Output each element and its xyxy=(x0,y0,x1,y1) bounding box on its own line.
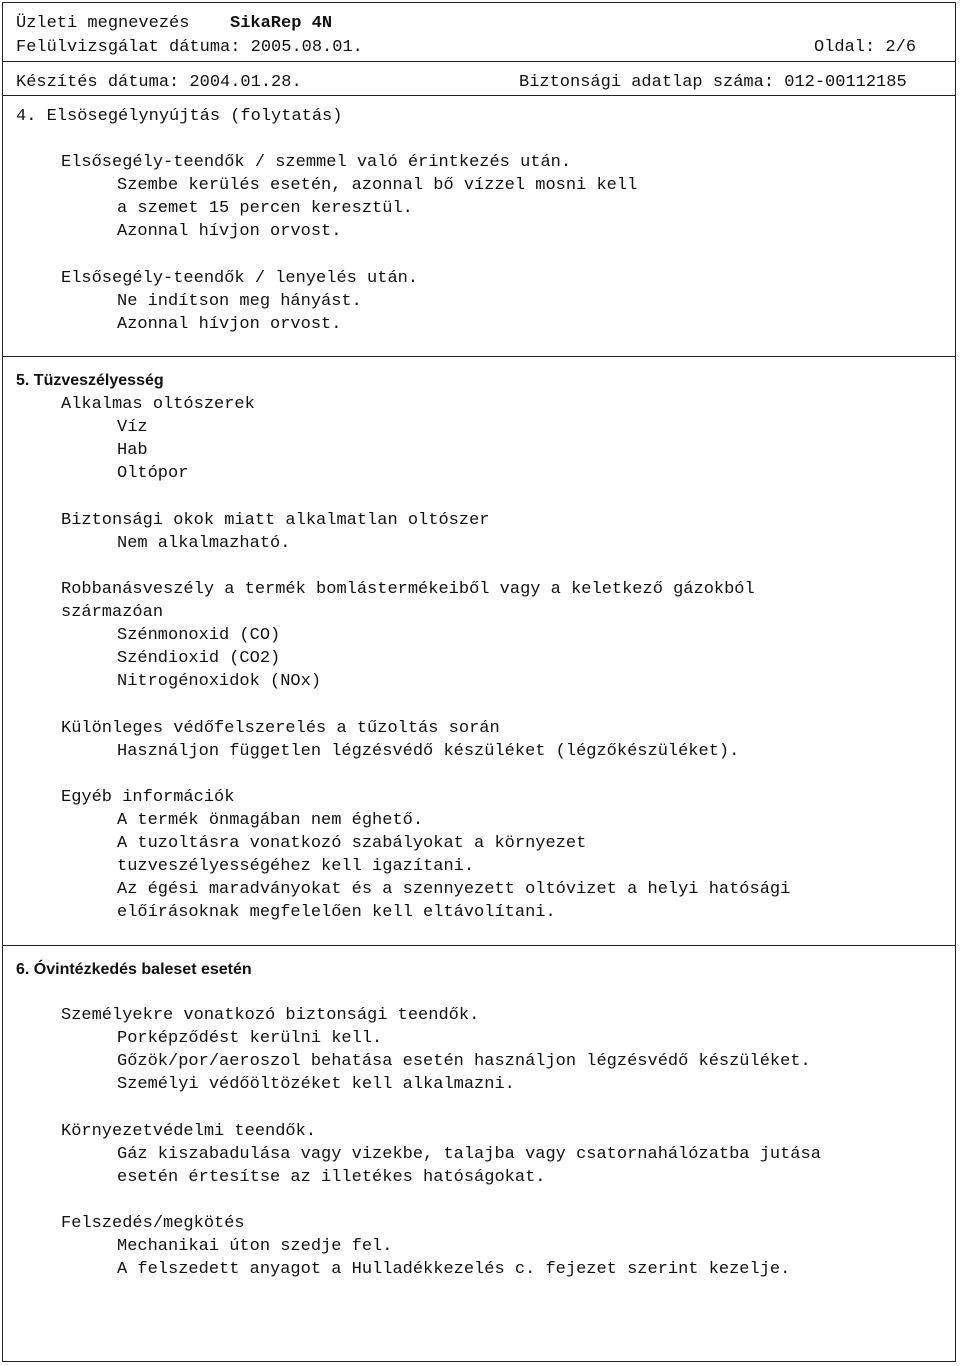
protective-value: Használjon független légzésvédő készüléket (légzőkészüléket). xyxy=(117,742,740,761)
personal-line: Személyi védőöltözéket kell alkalmazni. xyxy=(117,1075,515,1094)
media-item: Oltópor xyxy=(117,464,189,483)
section-divider xyxy=(2,356,956,357)
header-divider-2 xyxy=(2,95,956,96)
hazard-item: Széndioxid (CO2) xyxy=(117,649,281,668)
cleanup-heading: Felszedés/megkötés xyxy=(61,1214,245,1233)
hazard-item: Szénmonoxid (CO) xyxy=(117,626,281,645)
personal-line: Porképződést kerülni kell. xyxy=(117,1029,383,1048)
other-line: Az égési maradványokat és a szennyezett oltóvizet a helyi hatósági xyxy=(117,880,791,899)
sheet-number: Biztonsági adatlap száma: 012-00112185 xyxy=(519,73,907,92)
product-label: Üzleti megnevezés xyxy=(16,14,190,33)
section6-title: 6. Óvintézkedés baleset esetén xyxy=(16,961,252,978)
review-date: Felülvizsgálat dátuma: 2005.08.01. xyxy=(16,38,363,57)
media-item: Hab xyxy=(117,441,148,460)
other-line: A tuzoltásra vonatkozó szabályokat a környezet xyxy=(117,834,587,853)
eye-line: a szemet 15 percen keresztül. xyxy=(117,199,413,218)
eye-line: Szembe kerülés esetén, azonnal bő vízzel mosni kell xyxy=(117,176,638,195)
swallow-line: Azonnal hívjon orvost. xyxy=(117,315,342,334)
hazard-item: Nitrogénoxidok (NOx) xyxy=(117,672,322,691)
env-line: Gáz kiszabadulása vagy vizekbe, talajba vagy csatornahálózatba jutása xyxy=(117,1145,821,1164)
eye-heading: Elsősegély-teendők / szemmel való érintkezés után. xyxy=(61,153,572,172)
swallow-line: Ne indítson meg hányást. xyxy=(117,292,362,311)
hazard-heading: Robbanásveszély a termék bomlástermékeiből vagy a keletkező gázokból xyxy=(61,580,755,599)
section5-title: 5. Tüzveszélyesség xyxy=(16,372,164,389)
other-line: tuzveszélyességéhez kell igazítani. xyxy=(117,857,475,876)
env-heading: Környezetvédelmi teendők. xyxy=(61,1122,317,1141)
protective-heading: Különleges védőfelszerelés a tűzoltás során xyxy=(61,719,500,738)
personal-line: Gőzök/por/aeroszol behatása esetén használjon légzésvédő készüléket. xyxy=(117,1052,811,1071)
swallow-heading: Elsősegély-teendők / lenyelés után. xyxy=(61,269,419,288)
header-divider xyxy=(2,61,956,62)
hazard-heading-cont: származóan xyxy=(61,603,164,622)
other-line: előírásoknak megfelelően kell eltávolítani. xyxy=(117,903,556,922)
media-item: Víz xyxy=(117,418,148,437)
env-line: esetén értesítse az illetékes hatóságokat. xyxy=(117,1168,546,1187)
cleanup-line: Mechanikai úton szedje fel. xyxy=(117,1237,393,1256)
unsuitable-value: Nem alkalmazható. xyxy=(117,534,291,553)
unsuitable-heading: Biztonsági okok miatt alkalmatlan oltószer xyxy=(61,511,490,530)
personal-heading: Személyekre vonatkozó biztonsági teendők. xyxy=(61,1006,480,1025)
media-heading: Alkalmas oltószerek xyxy=(61,395,255,414)
product-name: SikaRep 4N xyxy=(230,14,333,33)
section-divider xyxy=(2,945,956,946)
eye-line: Azonnal hívjon orvost. xyxy=(117,222,342,241)
created-date: Készítés dátuma: 2004.01.28. xyxy=(16,73,302,92)
section4-title: 4. Elsösegélynyújtás (folytatás) xyxy=(16,107,343,126)
other-line: A termék önmagában nem éghető. xyxy=(117,811,424,830)
cleanup-line: A felszedett anyagot a Hulladékkezelés c. fejezet szerint kezelje. xyxy=(117,1260,791,1279)
other-heading: Egyéb információk xyxy=(61,788,235,807)
page-number: Oldal: 2/6 xyxy=(814,38,917,57)
